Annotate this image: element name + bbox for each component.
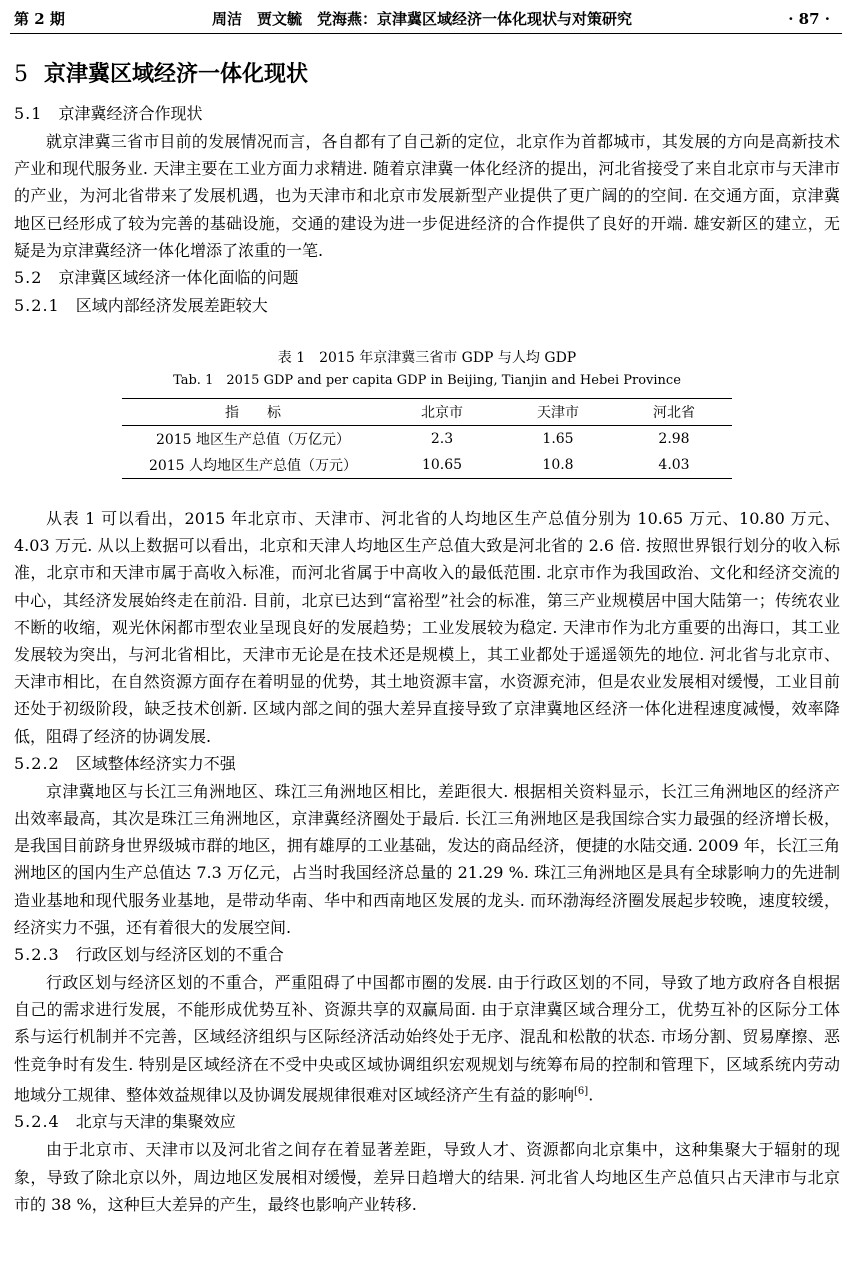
paragraph-5-2-3 [14,969,840,1108]
subsection-number: 5.1 [14,104,43,123]
table-cell: 4.03 [658,457,690,474]
column-header: 天津市 [537,405,579,422]
subsection-number: 5.2.4 [14,1112,60,1132]
section-5-heading [14,60,840,90]
paragraph-text: 行政区划与经济区划的不重合，严重阻碍了中国都市圈的发展. 由于行政区划的不同，导致了地方政府各自根据自己的需求进行发展，不能形成优势互补、资源共享的双赢局面. 由于京津冀区域合理分工，优势互补的区际分工体系与运行机制并不完善，区域经济组织与区际经济活动始终处于无序、混乱和松散的状态. 市场分割、贸易摩擦、恶性竞争时有发生. 特别是区域经济在不受中央或区域协调组织宏观规划与统筹布局的控制和管理下，区域系统内劳动地域分工规律、整体效益规律以及协调发展规律很难对区域经济产生有益的影响 [14,973,840,1105]
table-cell: 10.65 [421,457,463,474]
paragraph-end: . [588,1085,594,1105]
table-cell: 2.98 [658,431,690,448]
table-cell: 1.65 [542,431,574,448]
table-caption-cn: 表 1 2015 年京津冀三省市 GDP 与人均 GDP [277,350,577,367]
issue-number: 第 2 期 [14,10,65,28]
table-1 [14,346,840,479]
section-number: 5 [14,62,28,87]
table-caption-en: Tab. 1 2015 GDP and per capita GDP in Beijing, Tianjin and Hebei Province [173,373,681,389]
subsection-5-2-2-heading [14,750,840,778]
subsection-title: 北京与天津的集聚效应 [75,1112,236,1132]
subsection-5-1-heading [14,100,840,128]
subsection-5-2-1-heading [14,292,840,320]
section-title: 京津冀区域经济一体化现状 [44,62,309,87]
subsection-5-2-4-heading [14,1108,840,1136]
subsection-number: 5.2.1 [14,296,60,316]
paragraph-5-2-4: 由于北京市、天津市以及河北省之间存在着显著差距，导致人才、资源都向北京集中，这种集聚大于辐射的现象，导致了除北京以外，周边地区发展相对缓慢，差异日趋增大的结果. 河北省人均地区生产总值只占天津市与北京市的 38 %，这种巨大差异的产生，最终也影响产业转移. [14,1140,840,1214]
table-row [122,452,732,479]
header-rule [10,33,842,34]
article-body [14,60,840,1218]
subsection-title: 京津冀经济合作现状 [58,104,203,123]
table-cell: 2.3 [430,431,454,448]
column-header: 北京市 [421,405,463,422]
column-header: 河北省 [653,405,695,422]
subsection-number: 5.2 [14,268,43,288]
subsection-title: 京津冀区域经济一体化面临的问题 [58,268,299,288]
paragraph-5-2-1: 从表 1 可以看出，2015 年北京市、天津市、河北省的人均地区生产总值分别为 10.65 万元、10.80 万元、4.03 万元. 从以上数据可以看出，北京和天津人均地区生产总值大致是河北省的 2.6 倍. 按照世界银行划分的收入标准，北京市和天津市属于高收入标准，而河北省属于中高收入的最低范围. 北京市作为我国政治、文化和经济交流的中心，其经济发展始终走在前沿. 目前，北京已达到“富裕型”社会的标准，第三产业规模居中国大陆第一；传统农业不断的收缩，观光休闲都市型农业呈现良好的发展趋势；工业发展较为稳定. 天津市作为北方重要的出海口，其工业发展较为突出，与河北省相比，天津市无论是在技术还是规模上，其工业都处于遥遥领先的地位. 河北省与北京市、天津市相比，在自然资源方面存在着明显的优势，其土地资源丰富，水资源充沛，但是农业发展相对缓慢，工业目前还处于初级阶段，缺乏技术创新. 区域内部之间的强大差异直接导致了京津冀地区经济一体化进程速度减慢，效率降低，阻碍了经济的协调发展. [14,509,840,746]
table-cell: 2015 人均地区生产总值（万元） [148,458,358,475]
subsection-5-2-3-heading [14,941,840,969]
paragraph-5-2-2: 京津冀地区与长江三角洲地区、珠江三角洲地区相比，差距很大. 根据相关资料显示，长江三角洲地区的经济产出效率最高，其次是珠江三角洲地区，京津冀经济圈处于最后. 长江三角洲地区是我国综合实力最强的经济增长极，是我国目前跻身世界级城市群的地区，拥有雄厚的工业基础，发达的商品经济，便捷的水陆交通. 2009 年，长江三角洲地区的国内生产总值达 7.3 万亿元，占当时我国经济总量的 21.29 %. 珠江三角洲地区是具有全球影响力的先进制造业基地和现代服务业基地，是带动华南、华中和西南地区发展的龙头. 而环渤海经济圈发展起步较晚，速度较缓，经济实力不强，还有着很大的发展空间. [14,781,840,937]
page-number: · 87 · [788,10,830,28]
table-cell: 2015 地区生产总值（万亿元） [155,432,351,449]
running-header [14,8,830,32]
table-header-row [122,399,732,426]
gdp-table [122,398,732,479]
subsection-number: 5.2.2 [14,753,60,773]
citation-ref[interactable]: [6] [574,1085,589,1097]
subsection-title: 行政区划与经济区划的不重合 [75,945,284,965]
subsection-number: 5.2.3 [14,945,60,965]
table-row [122,426,732,453]
column-header: 指 标 [225,405,281,422]
running-title: 周洁 贾文毓 党海燕：京津冀区域经济一体化现状与对策研究 [211,10,632,28]
subsection-5-2-heading [14,264,840,292]
subsection-title: 区域内部经济发展差距较大 [75,296,268,316]
subsection-title: 区域整体经济实力不强 [75,753,236,773]
table-cell: 10.8 [542,457,574,474]
paragraph-5-1: 就京津冀三省市目前的发展情况而言，各自都有了自己新的定位，北京作为首都城市，其发展的方向是高新技术产业和现代服务业. 天津主要在工业方面力求精进. 随着京津冀一体化经济的提出，河北省接受了来自北京市与天津市的产业，为河北省带来了发展机遇，也为天津市和北京市发展新型产业提供了更广阔的的空间. 在交通方面，京津冀地区已经形成了较为完善的基础设施，交通的建设为进一步促进经济的合作提供了良好的开端. 雄安新区的建立，无疑是为京津冀经济一体化增添了浓重的一笔. [14,132,840,260]
